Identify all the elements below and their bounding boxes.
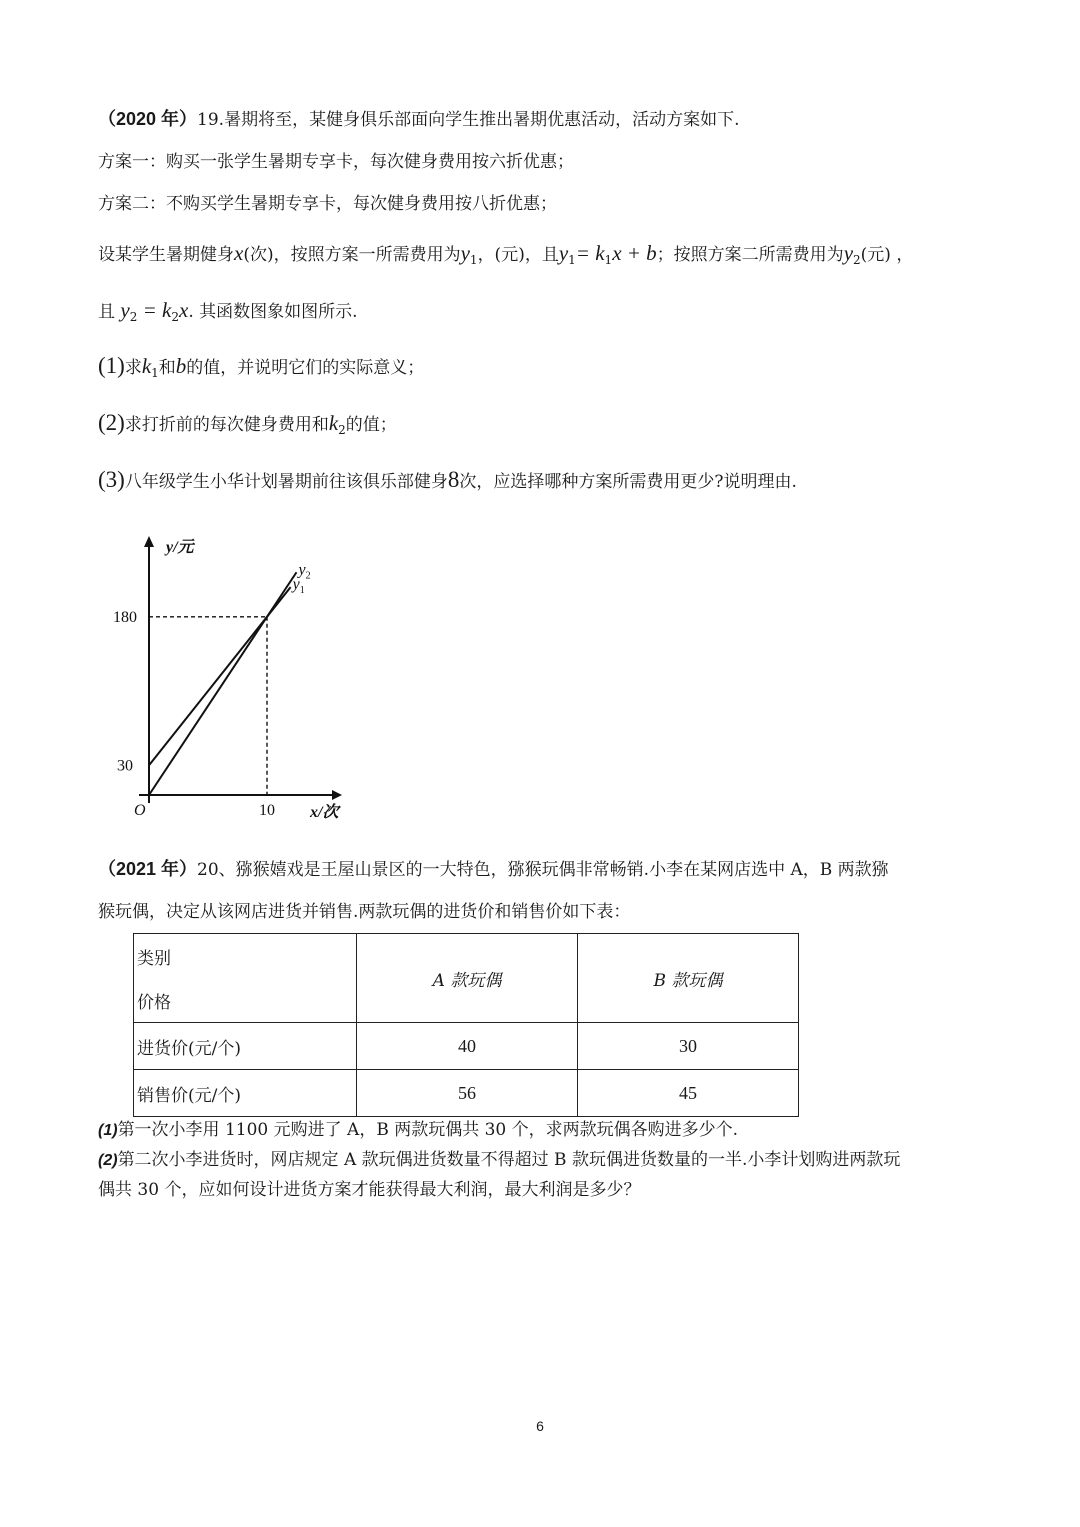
problem-2021-intro: （2021 年）20、猕猴嬉戏是王屋山景区的一大特色，猕猴玩偶非常畅销.小李在某网店选中 A，B 两款猕 xyxy=(98,859,889,880)
table-cell: 40 xyxy=(357,1023,578,1070)
graph-layer xyxy=(113,536,342,821)
table-row xyxy=(134,1070,799,1117)
y-tick-label: 180 xyxy=(113,608,137,626)
series-label-sub: 1 xyxy=(299,585,305,597)
column-header-b: B 款玩偶 xyxy=(578,934,799,1023)
problem-2021-intro-2: 猴玩偶，决定从该网店进货并销售.两款玩偶的进货价和销售价如下表： xyxy=(98,902,631,922)
origin-label: O xyxy=(134,802,146,819)
table-cell: 56 xyxy=(357,1070,578,1117)
question-2020-3: (3)八年级学生小华计划暑期前往该俱乐部健身8次，应选择哪种方案所需费用更少?说明理由. xyxy=(98,467,797,492)
question-2021-1: (1)第一次小李用 1100 元购进了 A，B 两款玩偶共 30 个，求两款玩偶各购进多少个. xyxy=(98,1120,739,1140)
question-2021-2-cont: 偶共 30 个，应如何设计进货方案才能获得最大利润，最大利润是多少？ xyxy=(98,1180,641,1200)
function-graph xyxy=(110,530,360,825)
row-label: 销售价(元/个) xyxy=(134,1070,357,1117)
series-line-y1 xyxy=(149,587,291,765)
y-tick-label: 30 xyxy=(117,757,133,775)
price-table xyxy=(133,933,799,1117)
year-tag-2021: （2021 年） xyxy=(98,859,198,879)
corner-bottom-label: 价格 xyxy=(137,993,171,1013)
setup-line-2: 且 $y_2 = k_2x$. 其函数图象如图所示. xyxy=(98,298,358,324)
question-2021-2: (2)第二次小李进货时，网店规定 A 款玩偶进货数量不得超过 B 款玩偶进货数量的一半.小李计划购进两款玩 xyxy=(98,1150,901,1170)
corner-top-label: 类别 xyxy=(137,949,171,969)
year-tag-2020: （2020 年） xyxy=(98,109,198,129)
column-header-a: A 款玩偶 xyxy=(357,934,578,1023)
series-line-y2 xyxy=(149,572,297,795)
y-axis-label: y/元 xyxy=(166,539,194,556)
series-label-y2: $y_2$ xyxy=(298,561,311,582)
question-2020-2: (2)求打折前的每次健身费用和$k_2$的值； xyxy=(98,410,397,437)
x-tick-label: 10 xyxy=(259,802,275,819)
page-number: 6 xyxy=(536,1418,544,1434)
plan-one: 方案一：购买一张学生暑期专享卡，每次健身费用按六折优惠； xyxy=(98,152,574,172)
plan-two: 方案二：不购买学生暑期专享卡，每次健身费用按八折优惠； xyxy=(98,194,557,214)
x-axis-label: x/次 xyxy=(310,804,339,821)
table-cell: 45 xyxy=(578,1070,799,1117)
series-label-sub: 2 xyxy=(305,570,311,582)
series-label-y1: $y_1$ xyxy=(292,576,305,597)
row-label: 进货价(元/个) xyxy=(134,1023,357,1070)
table-cell: 30 xyxy=(578,1023,799,1070)
question-2020-1: (1)求$k_1$和b的值，并说明它们的实际意义； xyxy=(98,353,425,380)
table-row xyxy=(134,1023,799,1070)
setup-line: 设某学生暑期健身x(次)，按照方案一所需费用为$y_1$，(元)，且$y_1= k_1x + b$；按照方案二所需费用为$y_2$(元) ， xyxy=(98,241,914,267)
table-corner-cell xyxy=(134,934,357,1023)
x-axis-arrow xyxy=(332,790,342,800)
y-axis-arrow xyxy=(144,536,154,547)
problem-2020-intro: （2020 年）19.暑期将至，某健身俱乐部面向学生推出暑期优惠活动，活动方案如下. xyxy=(98,109,740,130)
table-header-row xyxy=(134,934,799,1023)
